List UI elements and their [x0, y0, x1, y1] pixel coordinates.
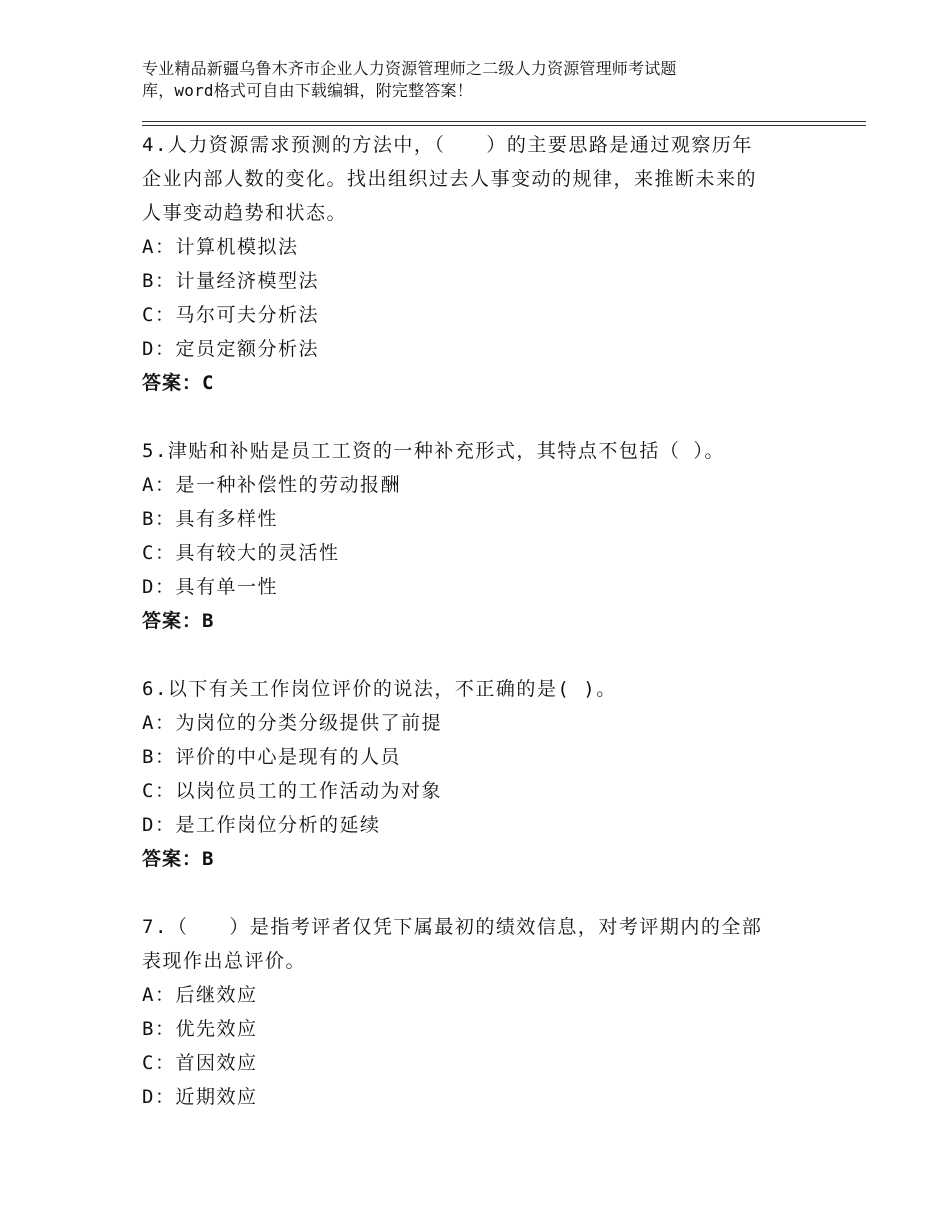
answer-label: 答案：C	[142, 372, 215, 394]
option-a: A：计算机模拟法	[142, 236, 299, 258]
question-5	[142, 434, 866, 638]
header-divider-top	[142, 121, 866, 122]
answer-label: 答案：B	[142, 610, 215, 632]
header-divider-bottom	[142, 125, 866, 126]
option-b: B：计量经济模型法	[142, 270, 319, 292]
option-b: B：优先效应	[142, 1018, 258, 1040]
question-6	[142, 672, 866, 876]
option-d: D：定员定额分析法	[142, 338, 319, 360]
question-stem: 企业内部人数的变化。找出组织过去人事变动的规律，来推断未来的	[142, 168, 758, 190]
question-stem: 5.津贴和补贴是员工工资的一种补充形式，其特点不包括（ ）。	[142, 440, 725, 462]
answer-label: 答案：B	[142, 848, 215, 870]
option-b: B：具有多样性	[142, 508, 278, 530]
header-line-1: 专业精品新疆乌鲁木齐市企业人力资源管理师之二级人力资源管理师考试题	[142, 59, 677, 78]
question-4	[142, 128, 866, 400]
option-d: D：近期效应	[142, 1086, 258, 1108]
question-stem: 人事变动趋势和状态。	[142, 202, 348, 224]
option-c: C：具有较大的灵活性	[142, 542, 340, 564]
question-7	[142, 910, 866, 1114]
option-c: C：以岗位员工的工作活动为对象	[142, 780, 442, 802]
option-a: A：是一种补偿性的劳动报酬	[142, 474, 401, 496]
option-a: A：后继效应	[142, 984, 258, 1006]
document-header	[142, 58, 842, 102]
option-c: C：马尔可夫分析法	[142, 304, 319, 326]
option-a: A：为岗位的分类分级提供了前提	[142, 712, 442, 734]
question-stem: 7.（ ）是指考评者仅凭下属最初的绩效信息，对考评期内的全部	[142, 916, 763, 938]
option-d: D：具有单一性	[142, 576, 278, 598]
question-stem: 4.人力资源需求预测的方法中，（ ）的主要思路是通过观察历年	[142, 134, 753, 156]
question-stem: 表现作出总评价。	[142, 950, 307, 972]
header-line-2: 库，word格式可自由下载编辑，附完整答案！	[142, 81, 473, 100]
question-stem: 6.以下有关工作岗位评价的说法，不正确的是( )。	[142, 678, 617, 700]
option-b: B：评价的中心是现有的人员	[142, 746, 401, 768]
question-list	[142, 128, 866, 1114]
option-d: D：是工作岗位分析的延续	[142, 814, 381, 836]
option-c: C：首因效应	[142, 1052, 258, 1074]
